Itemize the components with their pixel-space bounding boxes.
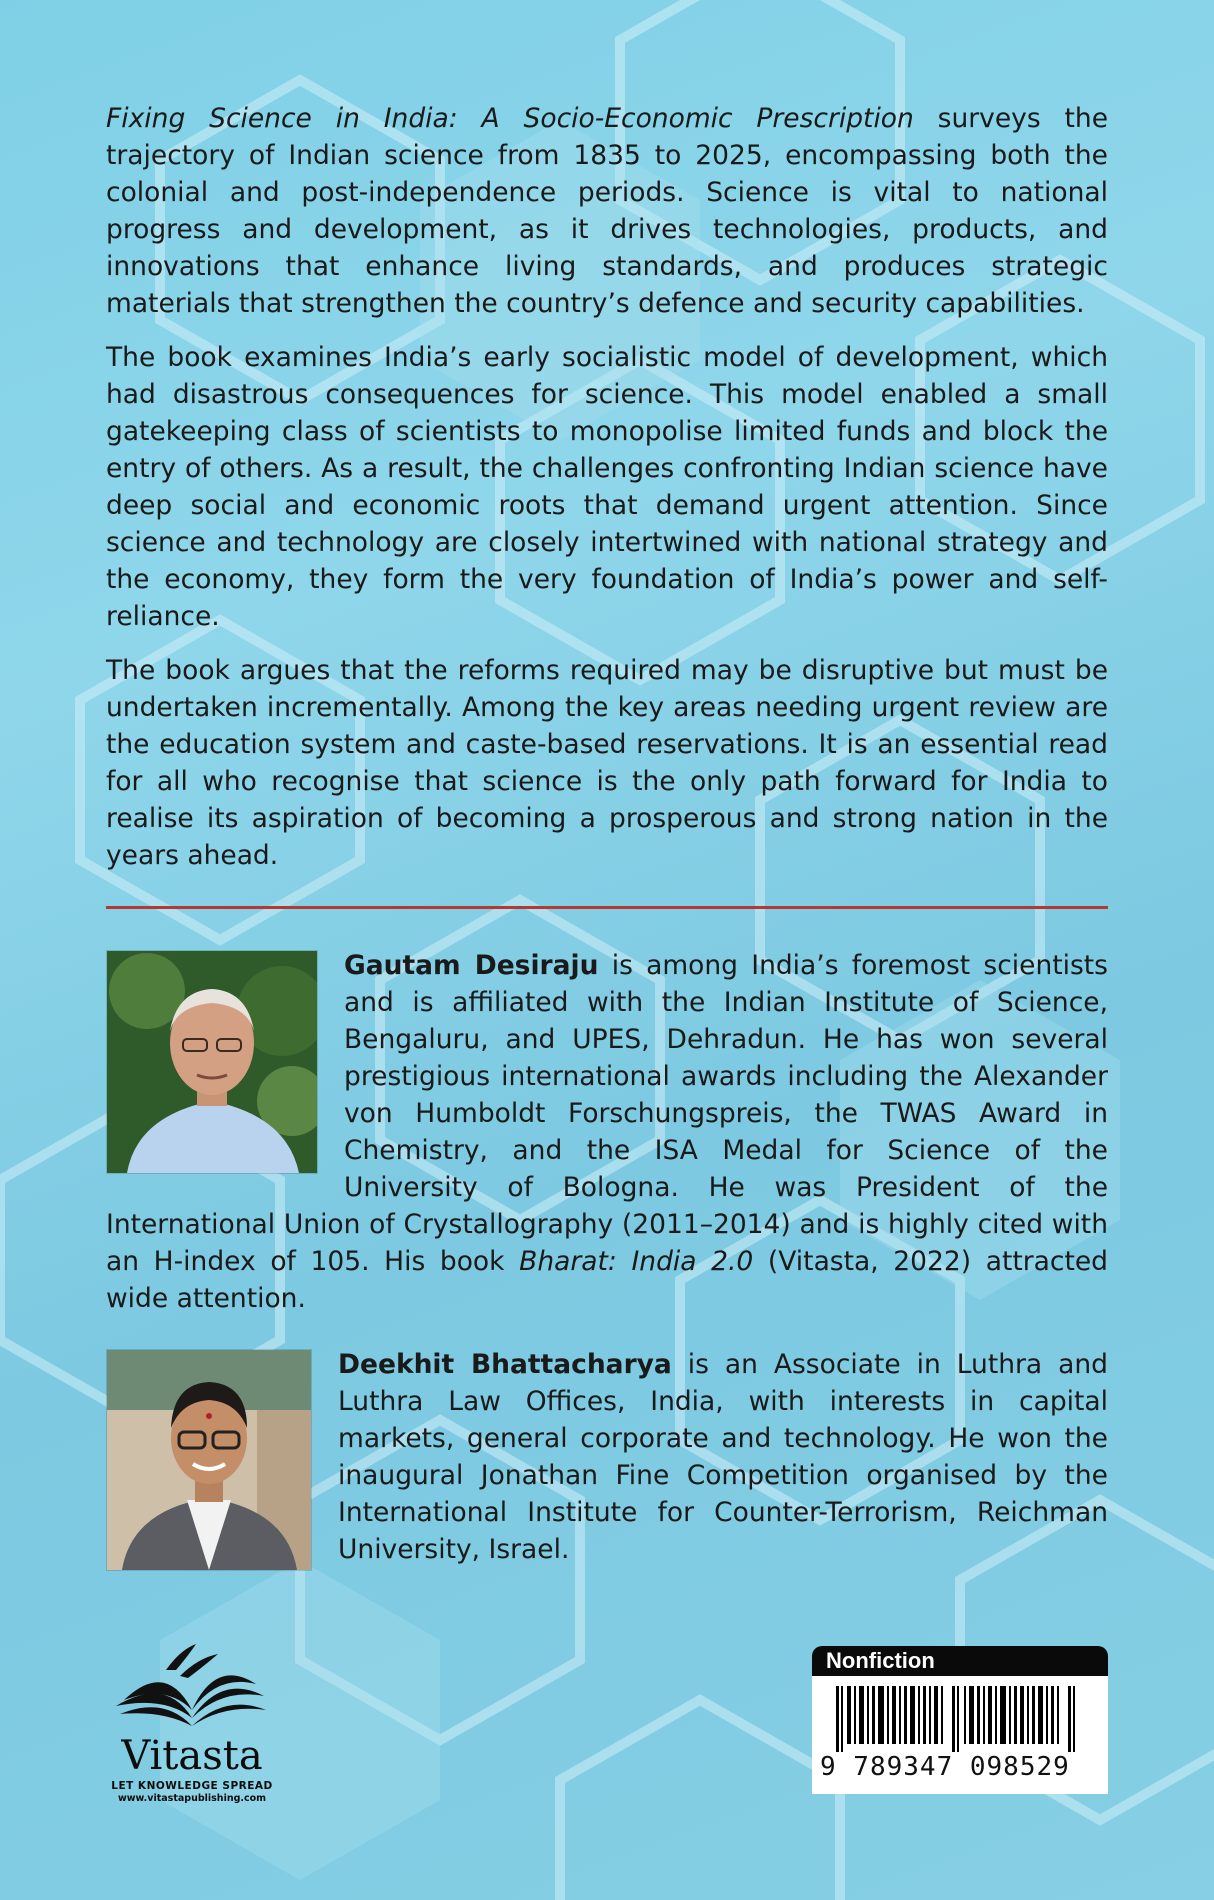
author-photo-deekhit-bhattacharya (106, 1349, 312, 1571)
description-paragraph-1 (106, 100, 1108, 322)
author-bio-1-book: Bharat: India 2.0 (519, 1246, 754, 1277)
author-bio-2 (106, 1346, 1108, 1575)
author-bio-2-text: is an Associate in Luthra and Luthra Law Offices, India, with interests in capital markets, general corporate and technology. He won the inaugural Jonathan Fine Competition organised by the International Institute for Counter-Terrorism, Reichman University, Israel. (338, 1349, 1108, 1565)
description-block (106, 100, 1108, 891)
description-paragraph-3: The book argues that the reforms required may be disruptive but must be undertaken incrementally. Among the key areas needing urgent review are the education system and caste-based reservations. It is an essential read for all who recognise that science is the only path forward for India to realise its aspiration of becoming a prosperous and strong nation in the years ahead. (106, 655, 1108, 871)
book-title: Fixing Science in India: A Socio-Economic Prescription (106, 103, 914, 134)
publisher-url: www.vitastapublishing.com (117, 1793, 267, 1804)
author-bio-1-text-a: is among India’s foremost scientists and is affiliated with the Indian Institute of Science, Bengaluru, and UPES, Dehradun. He has won several prestigious international awards including the Alexander von Humboldt Forschungspreis, the TWAS Award in Chemistry, and the ISA Medal for Science of the University of Bologna. He was President of the International Union of Crystallography (2011–2014) and is highly cited with an H-index of 105. His book (106, 950, 1108, 1277)
description-paragraph-2: The book examines India’s early socialistic model of development, which had disastrous consequences for science. This model enabled a small gatekeeping class of scientists to monopolise limited funds and block the entry of others. As a result, the challenges confronting Indian science have deep social and economic roots that demand urgent attention. Since science and technology are closely intertwined with national strategy and the economy, they form the very foundation of India’s power and self-reliance. (106, 342, 1108, 632)
publisher-tagline: LET KNOWLEDGE SPREAD (111, 1780, 273, 1792)
barcode-digits: 9 789347 098529 (820, 1752, 1070, 1782)
open-book-icon (106, 1640, 278, 1736)
author-bio-1-text-b: (Vitasta, 2022) attracted wide attention. (106, 1246, 1108, 1314)
publisher-logo (106, 1640, 278, 1804)
author-photo-gautam-desiraju (106, 950, 318, 1174)
barcode-category: Nonfiction (812, 1646, 1108, 1676)
author-name-deekhit-bhattacharya: Deekhit Bhattacharya (338, 1349, 672, 1380)
publisher-name: Vitasta (121, 1733, 263, 1779)
isbn-barcode (812, 1646, 1108, 1794)
author-bio-1 (106, 947, 1108, 1317)
section-divider (106, 906, 1108, 909)
author-name-gautam-desiraju: Gautam Desiraju (344, 950, 599, 981)
barcode-bars (826, 1686, 1094, 1752)
description-paragraph-1-text: surveys the trajectory of Indian science from 1835 to 2025, encompassing both the colonial and post-independence periods. Science is vital to national progress and development, as it drives technologies, products, and innovations that enhance living standards, and produces strategic materials that strengthen the country’s defence and security capabilities. (106, 103, 1109, 319)
